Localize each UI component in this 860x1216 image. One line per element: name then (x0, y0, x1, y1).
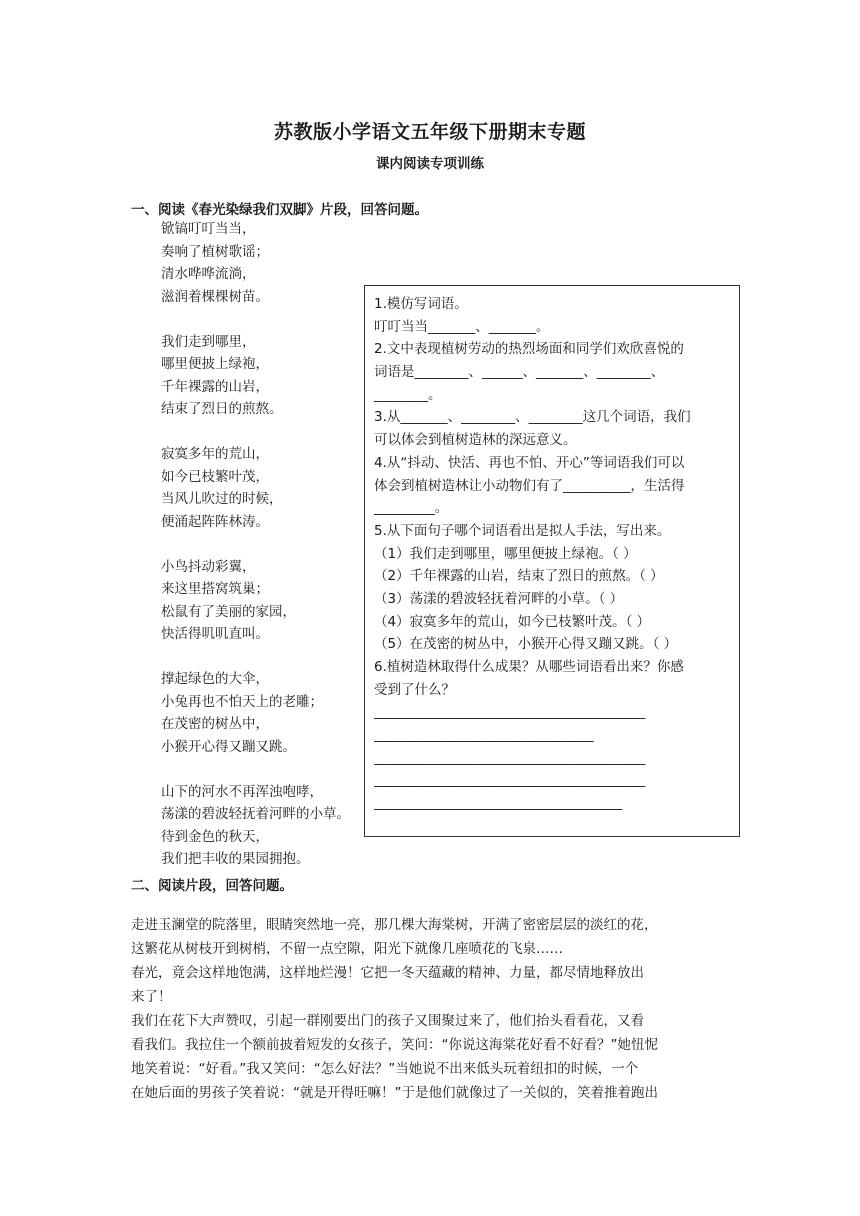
poem-line: 待到金色的秋天， (161, 828, 269, 845)
question-line: 2.文中表现植树劳动的热烈场面和同学们欢欣喜悦的 (374, 341, 684, 358)
answer-line[interactable]: ______________________________________ (374, 727, 593, 744)
question-line: 叮叮当当_______、_______。 (374, 318, 550, 335)
passage-line: 这繁花从树枝开到树梢，不留一点空隙，阳光下就像几座喷花的飞泉…… (131, 941, 563, 957)
poem-line: 如今已枝繁叶茂， (161, 468, 269, 485)
answer-line[interactable]: _______________________________________________ (374, 772, 645, 789)
answer-line[interactable]: ___________________________________________ (374, 795, 622, 812)
poem-line: 小猴开心得又蹦又跳。 (161, 738, 296, 755)
poem-line: 结束了烈日的煎熬。 (161, 401, 283, 417)
poem-line: 在茂密的树丛中， (161, 716, 269, 732)
answer-line[interactable]: _______________________________________________ (374, 749, 645, 766)
poem-line: 来这里搭窝筑巢； (161, 581, 269, 597)
poem-line: 哪里便披上绿袍， (161, 356, 269, 372)
reading-passage (131, 913, 731, 1105)
question-line: （2）千年裸露的山岩，结束了烈日的煎熬。（ ） (374, 568, 664, 585)
document-title: 苏教版小学语文五年级下册期末专题 (273, 121, 586, 143)
question-line: 1.模仿写词语。 (374, 296, 468, 312)
question-line: 受到了什么？ (374, 681, 455, 698)
poem-line: 快活得叽叽直叫。 (161, 626, 269, 642)
poem-line: 小鸟抖动彩翼， (161, 558, 256, 575)
poem-line: 滋润着棵棵树苗。 (161, 288, 269, 305)
poem-line: 撑起绿色的大伞， (161, 671, 269, 687)
section-1-heading: 一、阅读《春光染绿我们双脚》片段，回答问题。 (131, 202, 428, 218)
passage-line: 我们在花下大声赞叹，引起一群刚要出门的孩子又围聚过来了，他们抬头看看花，又看 (131, 1013, 644, 1029)
poem-line: 小兔再也不怕天上的老雕； (161, 693, 323, 710)
question-line: （5）在茂密的树丛中，小猴开心得又蹦又跳。（ ） (374, 636, 678, 653)
poem-line: 锨镐叮叮当当， (161, 221, 256, 237)
passage-line: 在她后面的男孩子笑着说：“就是开得旺嘛！”于是他们就像过了一关似的，笑着推着跑出 (131, 1085, 658, 1101)
passage-line: 看我们。我拉住一个额前披着短发的女孩子，笑问：“你说这海棠花好看不好看？”她忸怩 (131, 1037, 658, 1053)
poem-line: 便涌起阵阵林涛。 (161, 513, 269, 530)
passage-line: 来了！ (131, 989, 172, 1005)
question-line: _________。 (374, 500, 449, 517)
question-line: （4）寂寞多年的荒山，如今已枝繁叶茂。（ ） (374, 613, 651, 630)
question-line: 6.植树造林取得什么成果？从哪些词语看出来？你感 (374, 659, 684, 675)
poem-line: 寂寞多年的荒山， (161, 446, 269, 462)
answer-line[interactable]: _______________________________________________ (374, 704, 645, 721)
poem-line: 奏响了植树歌谣； (161, 243, 269, 260)
poem (161, 218, 350, 871)
poem-line: 当风儿吹过的时候， (161, 491, 283, 507)
poem-line: 我们走到哪里， (161, 333, 256, 350)
poem-line: 荡漾的碧波轻抚着河畔的小草。 (161, 806, 350, 822)
poem-line: 清水哗哗流淌， (161, 266, 256, 282)
question-line: ________。 (374, 386, 442, 403)
passage-line: 地笑着说：“好看。”我又笑问：“怎么好法？”当她说不出来低头玩着纽扣的时候，一个 (131, 1061, 639, 1077)
poem-line: 松鼠有了美丽的家园， (161, 603, 296, 620)
question-line: （3）荡漾的碧波轻抚着河畔的小草。（ ） (374, 590, 624, 607)
poem-line: 我们把丰收的果园拥抱。 (161, 851, 310, 867)
question-line: 可以体会到植树造林的深远意义。 (374, 432, 577, 449)
question-line: 4.从“抖动、快活、再也不怕、开心”等词语我们可以 (374, 454, 685, 471)
question-line: （1）我们走到哪里，哪里便披上绿袍。（ ） (374, 545, 637, 562)
question-line: 词语是________、______、_______、________、 (374, 364, 665, 381)
question-line: 5.从下面句子哪个词语看出是拟人手法，写出来。 (374, 522, 671, 539)
section-2-heading: 二、阅读片段，回答问题。 (131, 878, 293, 894)
question-line: 3.从_______、________、________这几个词语，我们 (374, 409, 691, 426)
passage-line: 春光，竟会这样地饱满，这样地烂漫！它把一冬天蕴藏的精神、力量，都尽情地释放出 (131, 965, 644, 981)
document-subtitle: 课内阅读专项训练 (376, 156, 484, 172)
poem-line: 千年裸露的山岩， (161, 378, 269, 395)
question-line: 体会到植树造林让小动物们有了__________，生活得 (374, 477, 685, 494)
poem-line: 山下的河水不再浑浊咆哮， (161, 783, 323, 800)
questions-box (364, 285, 740, 837)
passage-line: 走进玉澜堂的院落里，眼睛突然地一亮，那几棵大海棠树，开满了密密层层的淡红的花， (131, 917, 658, 933)
